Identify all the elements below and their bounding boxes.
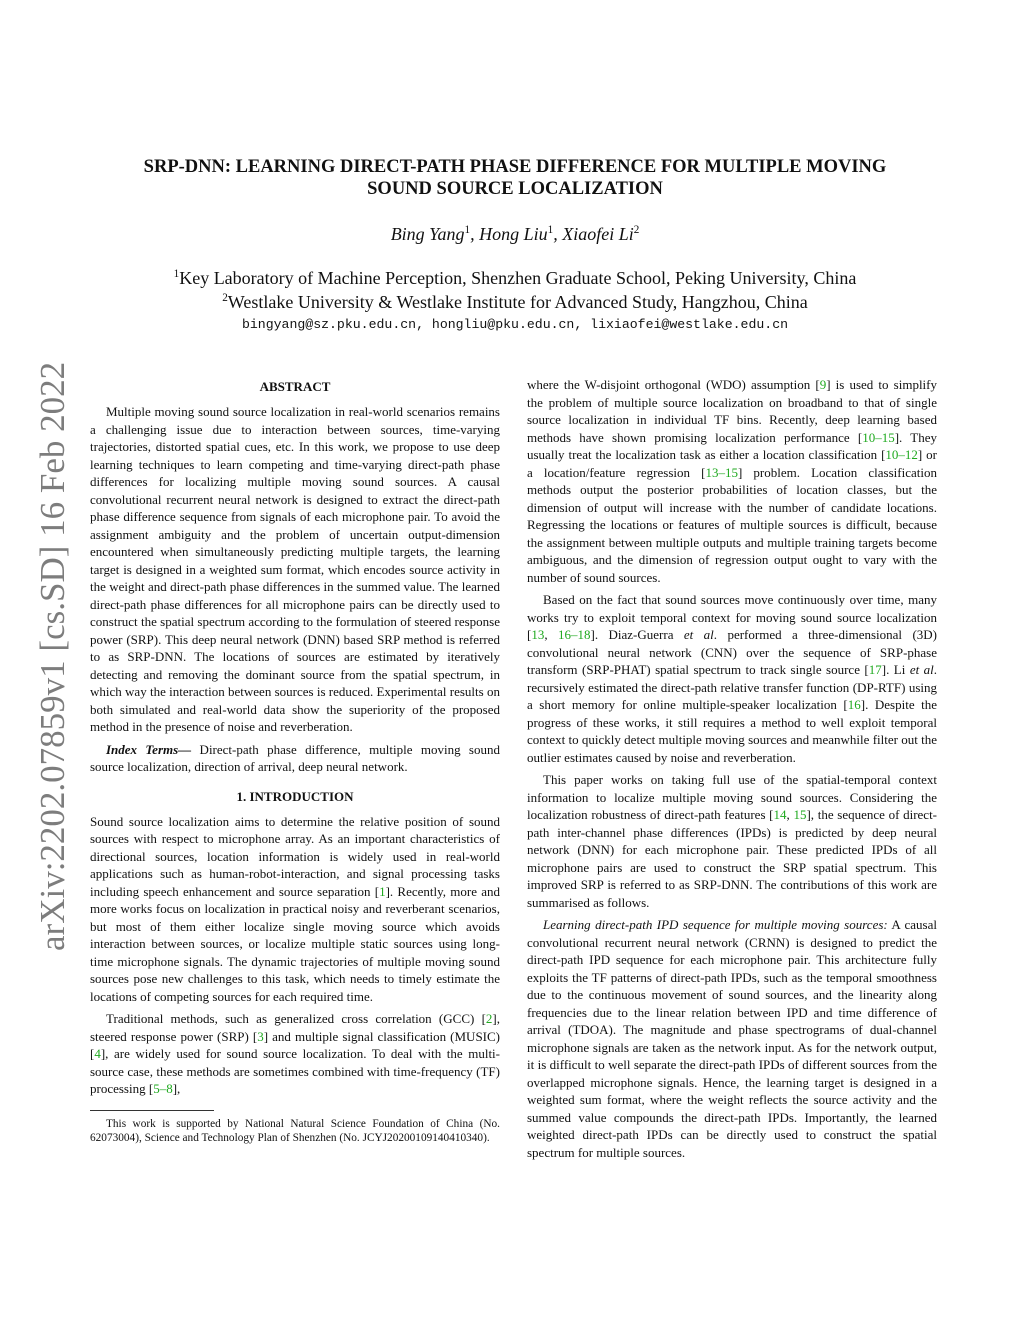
arxiv-watermark — [30, 356, 76, 951]
arxiv-identifier: arXiv:2202.07859v1 [cs.SD] 16 Feb 2022 — [33, 361, 72, 951]
affiliation-2: $^2$Westlake University & Westlake Institute for Advanced Study, Hangzhou, China — [222, 292, 808, 312]
right-paragraph-1: where the W-disjoint orthogonal (WDO) assumption [9] is used to simplify the problem of multiple source localization on broadband to that of single source localization in individual TF bins. Recently, deep learning based methods have shown promising localization performance [10–15]. They usually treat the localization task as either a location classification [10–12] or a location/feature regression [13–15] problem. Location classification methods output the posterior probabilities of location classes, but the dimension of output will increase with the number of candidate locations. Regressing the locations or features of multiple sources is difficult, because the assignment between multiple outputs and multiple training targets become ambiguous, and the dimension of regression output ought to vary with the number of sound sources. — [527, 377, 938, 585]
title-line-1: SRP-DNN: LEARNING DIRECT-PATH PHASE DIFFERENCE FOR MULTIPLE MOVING — [143, 157, 887, 177]
citation-link[interactable]: 14 — [773, 807, 787, 822]
citation-link[interactable]: 5–8 — [153, 1081, 173, 1096]
citation-link[interactable]: 3 — [257, 1028, 264, 1044]
citation-link[interactable]: 15 — [793, 807, 807, 822]
citation-link[interactable]: 9 — [819, 377, 827, 392]
citation-link[interactable]: 10–15 — [862, 429, 895, 445]
introduction-heading: 1. INTRODUCTION — [236, 788, 354, 804]
author-emails: bingyang@sz.pku.edu.cn, hongliu@pku.edu.cn, lixiaofei@westlake.edu.cn — [241, 317, 789, 332]
intro-paragraph-2: Traditional methods, such as generalized cross correlation (GCC) [2], steered response power (SRP) [3] and multiple signal classification (MUSIC) [4], are widely used for sound source localization. To deal with the multi-source case, these methods are sometimes combined with time-frequency (TF) processing [5–8], — [90, 1011, 501, 1096]
contribution-paragraph: Learning direct-path IPD sequence for multiple moving sources: A causal convolutional recurrent neural network (CRNN) is designed to predict the direct-path IPD sequence for each microphone pair. This architecture fully exploits the TF patterns of direct-path IPDs, such as the temporal smoothness due to the continuous movement of sound sources, and the linearity along frequencies due to the linear relation between IPD and time difference of arrival (TDOA). The magnitude and phase spectrograms of dual-channel microphone signals are taken as the network input. As for the network output, it is difficult to well separate the direct-path IPDs of different sources from the overlapped microphone signals. Hence, the learning target is designed in a weighted sum format, where the weight reflects the source activity and the summed value compounds the direct-path IPDs. Importantly, the learned weighted direct-path IPDs can be directly used to construct the spatial spectrum for multiple sources. — [527, 917, 937, 1160]
abstract-text: Multiple moving sound source localization in real-world scenarios remains a challenging issue due to interaction between sources, time-varying trajectories, distorted spatial cues, etc. In this work, we propose to use deep learning techniques to learn competing and time-varying direct-path phase differences for localizing multiple moving sound sources. A causal convolutional recurrent neural network is designed to extract the direct-path phase difference sequence from signals of each microphone pair. To avoid the assignment ambiguity and the problem of uncertain output-dimension encountered when simultaneously predicting multiple targets, the learning target is designed in a weighted sum format, which encodes source activity in the weight and direct-path phase differences in the summed value. The learned direct-path phase differences for all microphone pairs can be directly used to construct the spatial spectrum according to the formulation of steered response power (SRP). This deep neural network (DNN) based SRP method is referred to as SRP-DNN. The locations of sources are estimated by iteratively detecting and removing the dominant source from the spatial spectrum, in which way the interaction between sources is reduced. Experimental results on both simulated and real-world data show the superiority of the proposed method in the presence of noise and reverberation. — [90, 404, 500, 734]
index-terms: Index Terms— Direct-path phase difference, multiple moving sound source localization, direction of arrival, deep neural network. — [90, 741, 500, 774]
author-list — [95, 222, 935, 246]
intro-paragraph-1: Sound source localization aims to determine the relative position of sound sources with respect to microphone array. As an important characteristics of directional sources, location information is widely used in real-world applications such as human-robot-interaction, and signal processing tasks including speech enhancement and source separation [1]. Recently, more and more works focus on localization in practical noisy and reverberant scenarios, but most of them either localize single moving source which avoids interaction between sources, or localize multiple static sources using long-time microphone signals. The dynamic trajectories of multiple moving sound sources pose new challenges to this task, which needs to timely estimate the locations of competing sources for each required time. — [90, 813, 501, 1004]
paper-title — [95, 156, 935, 200]
citation-link[interactable]: 13 — [531, 627, 545, 642]
author: Hong Liu$^1$, — [479, 224, 563, 244]
right-paragraph-3: This paper works on taking full use of the spatial-temporal context information to localize multiple moving sound sources. Considering the localization robustness of direct-path features [14, 15], the sequence of direct-path inter-channel phase differences (IPDs) is predicted by deep neural network (DNN) for each microphone pair. These predicted IPDs of all microphone pairs are used to construct the SRP spatial spectrum. This improved SRP is referred to as SRP-DNN. The contributions of this work are summarised as follows. — [527, 772, 938, 910]
author: Bing Yang$^1$, — [390, 224, 480, 244]
citation-link[interactable]: 16–18 — [558, 627, 591, 642]
citation-link[interactable]: 17 — [868, 662, 882, 677]
citation-link[interactable]: 1 — [379, 883, 386, 899]
affiliations — [95, 266, 935, 314]
abstract-heading: ABSTRACT — [259, 379, 331, 394]
left-column — [90, 376, 500, 1146]
contribution-label: Learning direct-path IPD sequence for multiple moving sources: — [543, 917, 888, 932]
citation-link[interactable]: 16 — [847, 697, 861, 712]
author: Xiaofei Li$^2$ — [562, 224, 640, 244]
funding-footnote: This work is supported by National Natural Science Foundation of China (No. 62073004), Science and Technology Plan of Shenzhen (No. JCYJ20200109140410340). — [90, 1117, 500, 1144]
citation-link[interactable]: 13–15 — [705, 464, 738, 480]
title-line-2: SOUND SOURCE LOCALIZATION — [367, 179, 663, 199]
citation-link[interactable]: 2 — [485, 1011, 493, 1026]
footnote-divider — [90, 1110, 214, 1111]
citation-link[interactable]: 4 — [94, 1046, 101, 1061]
affiliation-1: $^1$Key Laboratory of Machine Perception, Shenzhen Graduate School, Peking University, China — [173, 268, 857, 288]
citation-link[interactable]: 10–12 — [885, 447, 918, 462]
right-column — [527, 376, 937, 1166]
right-paragraph-2: Based on the fact that sound sources move continuously over time, many works try to exploit temporal context for moving sound source localization [13, 16–18]. Diaz-Guerra et al. performed a three-dimensional (3D) convolutional neural network (CNN) over the sequence of SRP-phase transform (SRP-PHAT) spatial spectrum to track single source [17]. Li et al. recursively estimated the direct-path relative transfer function (DP-RTF) using a short memory for online multiple-speaker localization [16]. Despite the progress of these works, it still requires a method to well exploit temporal context to quickly detect multiple moving sources and meanwhile filter out the outlier estimates caused by noise and reverberation. — [527, 592, 938, 765]
